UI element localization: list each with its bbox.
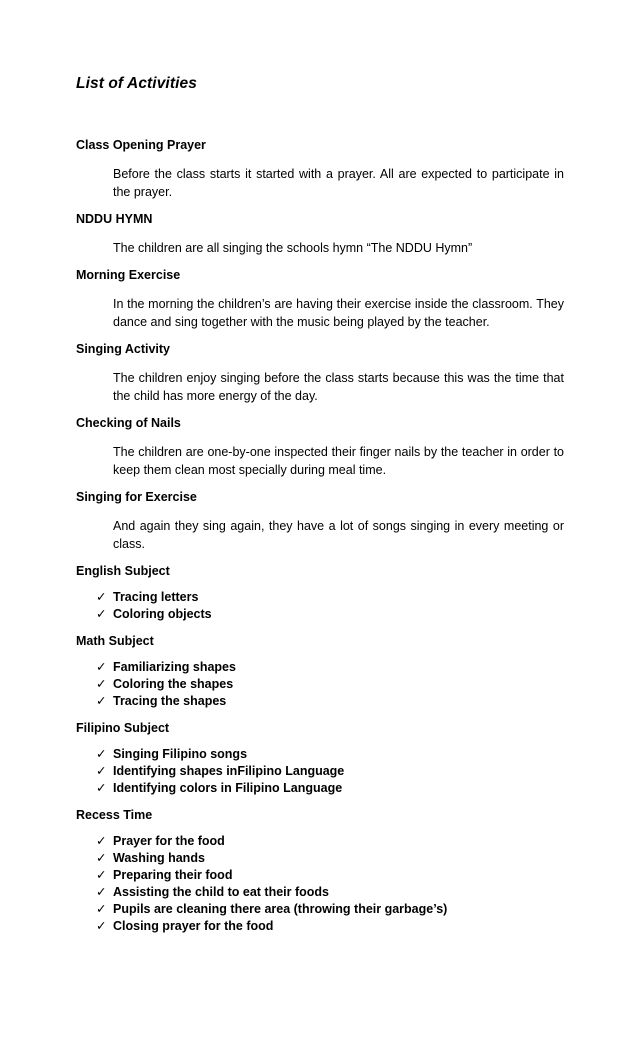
checklist-item (96, 780, 564, 797)
checklist-item-label: Pupils are cleaning there area (throwing their garbage’s) (113, 902, 448, 916)
section-heading: Morning Exercise (76, 268, 181, 282)
checklist-item (96, 850, 564, 867)
activity-section (76, 563, 564, 623)
checkmark-icon: ✓ (96, 868, 107, 882)
checklist-item (96, 833, 564, 850)
activity-section (76, 489, 564, 553)
checklist-item (96, 746, 564, 763)
section-heading: Class Opening Prayer (76, 138, 206, 152)
checkmark-icon: ✓ (96, 764, 107, 778)
section-description: The children enjoy singing before the class starts because this was the time that the child has more energy of the day. (113, 371, 564, 403)
checkmark-icon: ✓ (96, 747, 107, 761)
checklist-item-label: Singing Filipino songs (113, 747, 248, 761)
checklist-item-label: Coloring the shapes (113, 677, 234, 691)
checkmark-icon: ✓ (96, 590, 107, 604)
checklist (96, 833, 564, 935)
checkmark-icon: ✓ (96, 694, 107, 708)
checklist-item-label: Washing hands (113, 851, 205, 865)
checklist (96, 659, 564, 710)
activity-list (76, 137, 564, 945)
activity-section (76, 720, 564, 797)
activity-section (76, 211, 564, 257)
section-heading: NDDU HYMN (76, 212, 153, 226)
checkmark-icon: ✓ (96, 902, 107, 916)
checklist-item (96, 867, 564, 884)
checklist-item (96, 589, 564, 606)
checklist-item (96, 693, 564, 710)
section-description: In the morning the children’s are having their exercise inside the classroom. They dance and sing together with the music being played by the teacher. (113, 297, 564, 329)
section-description: The children are one-by-one inspected their finger nails by the teacher in order to keep them clean most specially during meal time. (113, 445, 564, 477)
checklist-item-label: Identifying shapes inFilipino Language (113, 764, 345, 778)
checkmark-icon: ✓ (96, 885, 107, 899)
checkmark-icon: ✓ (96, 677, 107, 691)
checkmark-icon: ✓ (96, 607, 107, 621)
section-heading: English Subject (76, 564, 170, 578)
checklist-item-label: Preparing their food (113, 868, 233, 882)
page-title: List of Activities (76, 75, 197, 92)
checklist-item (96, 763, 564, 780)
checklist-item-label: Assisting the child to eat their foods (113, 885, 329, 899)
checklist-item-label: Tracing letters (113, 590, 199, 604)
checkmark-icon: ✓ (96, 660, 107, 674)
activity-section (76, 137, 564, 201)
checklist-item-label: Coloring objects (113, 607, 212, 621)
checklist-item (96, 884, 564, 901)
section-heading: Filipino Subject (76, 721, 170, 735)
checklist-item-label: Identifying colors in Filipino Language (113, 781, 343, 795)
activity-section (76, 415, 564, 479)
checklist-item-label: Familiarizing shapes (113, 660, 236, 674)
section-heading: Singing for Exercise (76, 490, 197, 504)
checklist-item-label: Prayer for the food (113, 834, 225, 848)
section-description: Before the class starts it started with a prayer. All are expected to participate in the prayer. (113, 167, 564, 199)
checklist-item-label: Closing prayer for the food (113, 919, 274, 933)
section-heading: Math Subject (76, 634, 154, 648)
section-heading: Checking of Nails (76, 416, 181, 430)
section-description: The children are all singing the schools hymn “The NDDU Hymn” (113, 241, 473, 255)
section-heading: Recess Time (76, 808, 153, 822)
checklist (96, 589, 564, 623)
checklist-item (96, 606, 564, 623)
section-description: And again they sing again, they have a lot of songs singing in every meeting or class. (113, 519, 564, 551)
checklist (96, 746, 564, 797)
checkmark-icon: ✓ (96, 781, 107, 795)
checklist-item (96, 676, 564, 693)
activity-section (76, 633, 564, 710)
checkmark-icon: ✓ (96, 851, 107, 865)
section-heading: Singing Activity (76, 342, 170, 356)
checkmark-icon: ✓ (96, 834, 107, 848)
activity-section (76, 807, 564, 935)
checklist-item (96, 659, 564, 676)
checkmark-icon: ✓ (96, 919, 107, 933)
activity-section (76, 341, 564, 405)
checklist-item-label: Tracing the shapes (113, 694, 227, 708)
activity-section (76, 267, 564, 331)
checklist-item (96, 918, 564, 935)
checklist-item (96, 901, 564, 918)
